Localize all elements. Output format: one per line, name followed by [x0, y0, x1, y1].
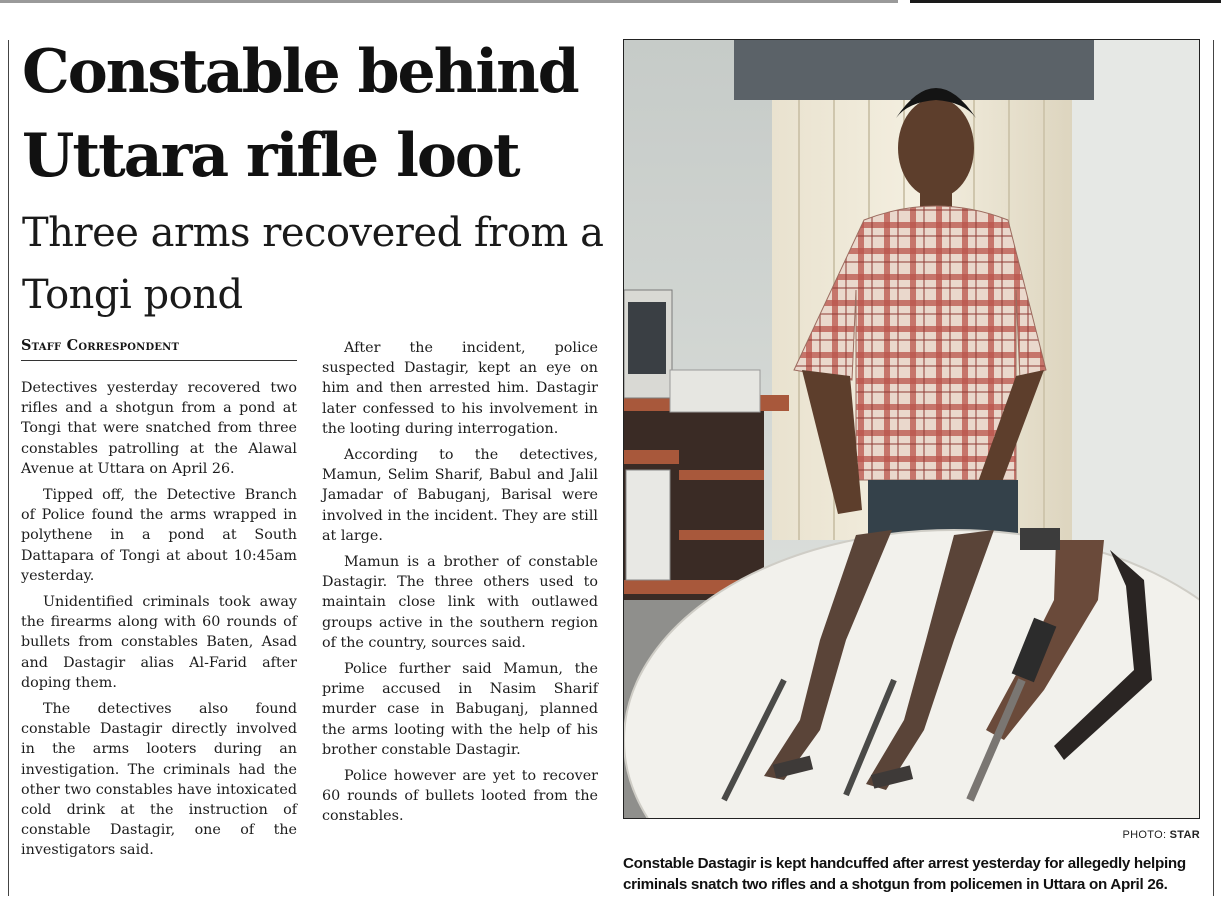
paragraph: Mamun is a brother of constable Dastagir. The three others used to maintain close link with outlawed groups active in the southern region of the country, sources said.: [322, 554, 598, 651]
right-column-rule: [1213, 40, 1214, 896]
left-column-rule: [8, 40, 9, 896]
paragraph: Unidentified criminals took away the firearms along with 60 rounds of bullets from constables Baten, Asad and Dastagir alias Al-Farid after doping them.: [21, 594, 297, 691]
photo-illustration: [624, 40, 1200, 819]
article-subheadline: Three arms recovered from a Tongi pond: [22, 210, 604, 318]
article-byline: Staff Correspondent: [21, 337, 297, 361]
paragraph: The detectives also found constable Dastagir directly involved in the arms looters during an investigation. The criminals had the other two constables have intoxicated cold drink at the instruction of constable Dastagir, one of the investigators said.: [21, 701, 297, 859]
paragraph: Detectives yesterday recovered two rifles and a shotgun from a pond at Tongi that were snatched from three constables patrolling at the Alawal Avenue at Uttara on April 26.: [21, 380, 297, 477]
article-column-2: [322, 338, 598, 833]
paragraph: After the incident, police suspected Dastagir, kept an eye on him and then arrested him. Dastagir later confessed to his involvement in the looting during interrogation.: [322, 340, 598, 437]
paragraph: According to the detectives, Mamun, Selim Sharif, Babul and Jalil Jamadar of Babuganj, Barisal were involved in the incident. They are still at large.: [322, 447, 598, 544]
top-rule-right: [910, 0, 1221, 3]
photo-caption: Constable Dastagir is kept handcuffed after arrest yesterday for allegedly helping criminals snatch two rifles and a shotgun from policemen in Uttara on April 26.: [623, 855, 1186, 893]
article-headline: Constable behind Uttara rifle loot: [22, 37, 578, 191]
top-rule-left: [0, 0, 898, 3]
photo-credit-prefix: PHOTO:: [1122, 829, 1170, 841]
news-photo: [623, 39, 1200, 819]
paragraph: Tipped off, the Detective Branch of Police found the arms wrapped in polythene in a pond at South Dattapara of Tongi at about 10:45am yesterday.: [21, 487, 297, 584]
photo-credit: [1100, 829, 1200, 841]
article-column-1: [21, 378, 297, 867]
paragraph: Police however are yet to recover 60 rounds of bullets looted from the constables.: [322, 768, 598, 825]
photo-credit-source: STAR: [1169, 829, 1200, 841]
paragraph: Police further said Mamun, the prime accused in Nasim Sharif murder case in Babuganj, planned the arms looting with the help of his brother constable Dastagir.: [322, 661, 598, 758]
